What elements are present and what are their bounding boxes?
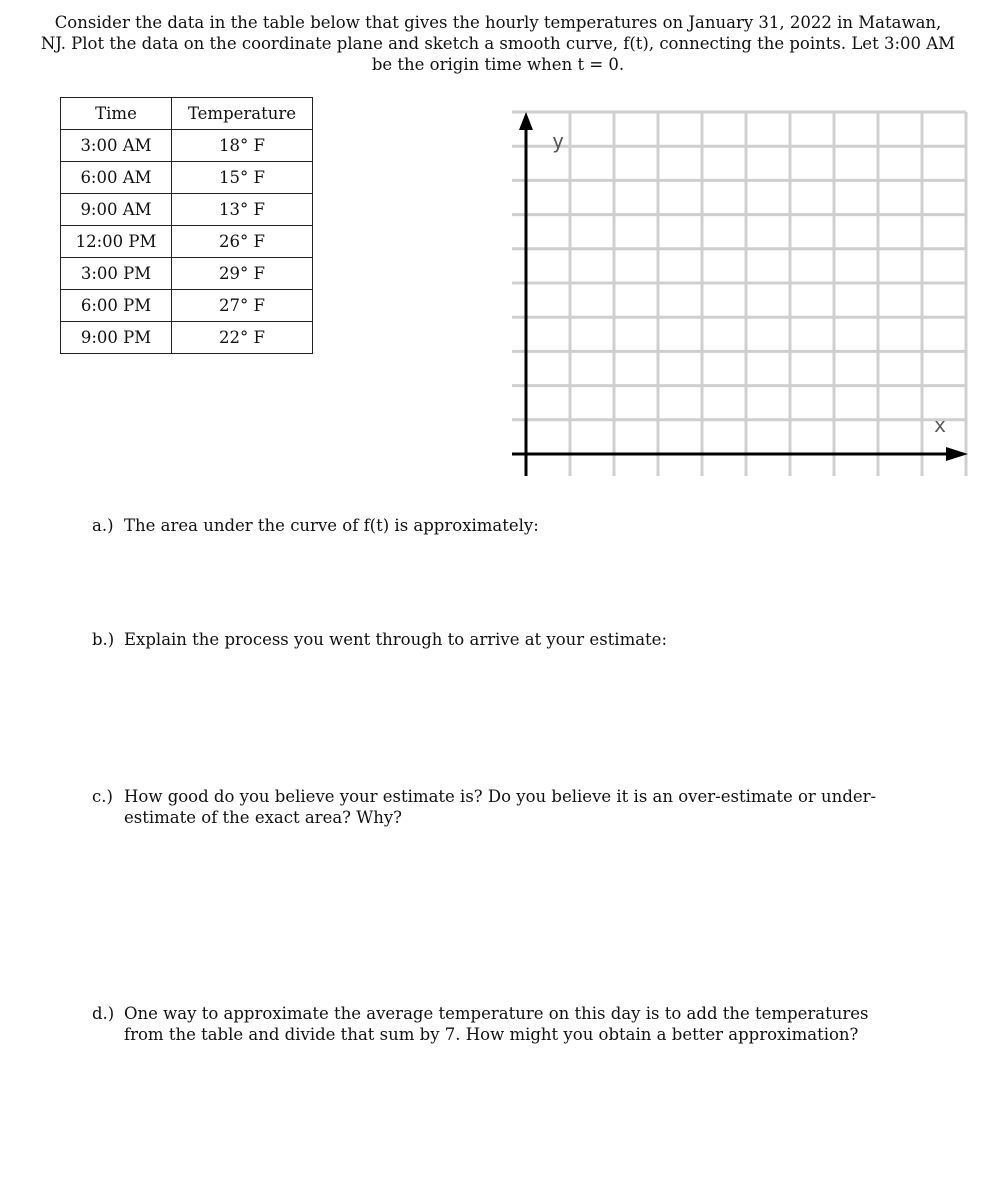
temperature-cell: 27° F [172, 290, 313, 322]
temperature-cell: 26° F [172, 226, 313, 258]
temperature-table [60, 97, 313, 354]
grid-lines [512, 112, 966, 476]
table-row [61, 226, 313, 258]
table-header-temperature: Temperature [172, 98, 313, 130]
temperature-cell: 29° F [172, 258, 313, 290]
temperature-cell: 18° F [172, 130, 313, 162]
question-a [92, 515, 892, 536]
table-header-row [61, 98, 313, 130]
time-cell: 6:00 PM [61, 290, 172, 322]
table-row [61, 290, 313, 322]
time-cell: 3:00 AM [61, 130, 172, 162]
table-row [61, 194, 313, 226]
question-c-label: c.) [92, 787, 113, 806]
x-axis-label: x [934, 413, 947, 437]
time-cell: 3:00 PM [61, 258, 172, 290]
question-a-label: a.) [92, 516, 114, 535]
question-a-text: The area under the curve of f(t) is approximately: [124, 516, 539, 535]
question-c [92, 786, 892, 828]
time-cell: 12:00 PM [61, 226, 172, 258]
question-d-label: d.) [92, 1004, 115, 1023]
table-row [61, 322, 313, 354]
question-b-label: b.) [92, 630, 115, 649]
table-row [61, 258, 313, 290]
problem-intro: Consider the data in the table below that gives the hourly temperatures on January 31, 2022 in Matawan, NJ. Plot the data on the coordinate plane and sketch a smooth curve, f(t), connecting the points. Let 3:00 AM be the origin time when t = 0. [40, 13, 956, 74]
y-axis-label: y [552, 129, 565, 153]
temperature-cell: 22° F [172, 322, 313, 354]
table-row [61, 130, 313, 162]
question-c-text: How good do you believe your estimate is? Do you believe it is an over-estimate or under-estimate of the exact area? Why? [124, 787, 877, 827]
table-header-time: Time [61, 98, 172, 130]
question-b [92, 629, 892, 650]
time-cell: 6:00 AM [61, 162, 172, 194]
time-cell: 9:00 AM [61, 194, 172, 226]
question-b-text: Explain the process you went through to arrive at your estimate: [124, 630, 668, 649]
coordinate-plane [510, 110, 970, 480]
question-d-text: One way to approximate the average temperature on this day is to add the temperatures from the table and divide that sum by 7. How might you obtain a better approximation? [124, 1004, 869, 1044]
temperature-cell: 15° F [172, 162, 313, 194]
temperature-cell: 13° F [172, 194, 313, 226]
y-axis-arrow [519, 112, 533, 130]
table-row [61, 162, 313, 194]
time-cell: 9:00 PM [61, 322, 172, 354]
question-d [92, 1003, 892, 1045]
